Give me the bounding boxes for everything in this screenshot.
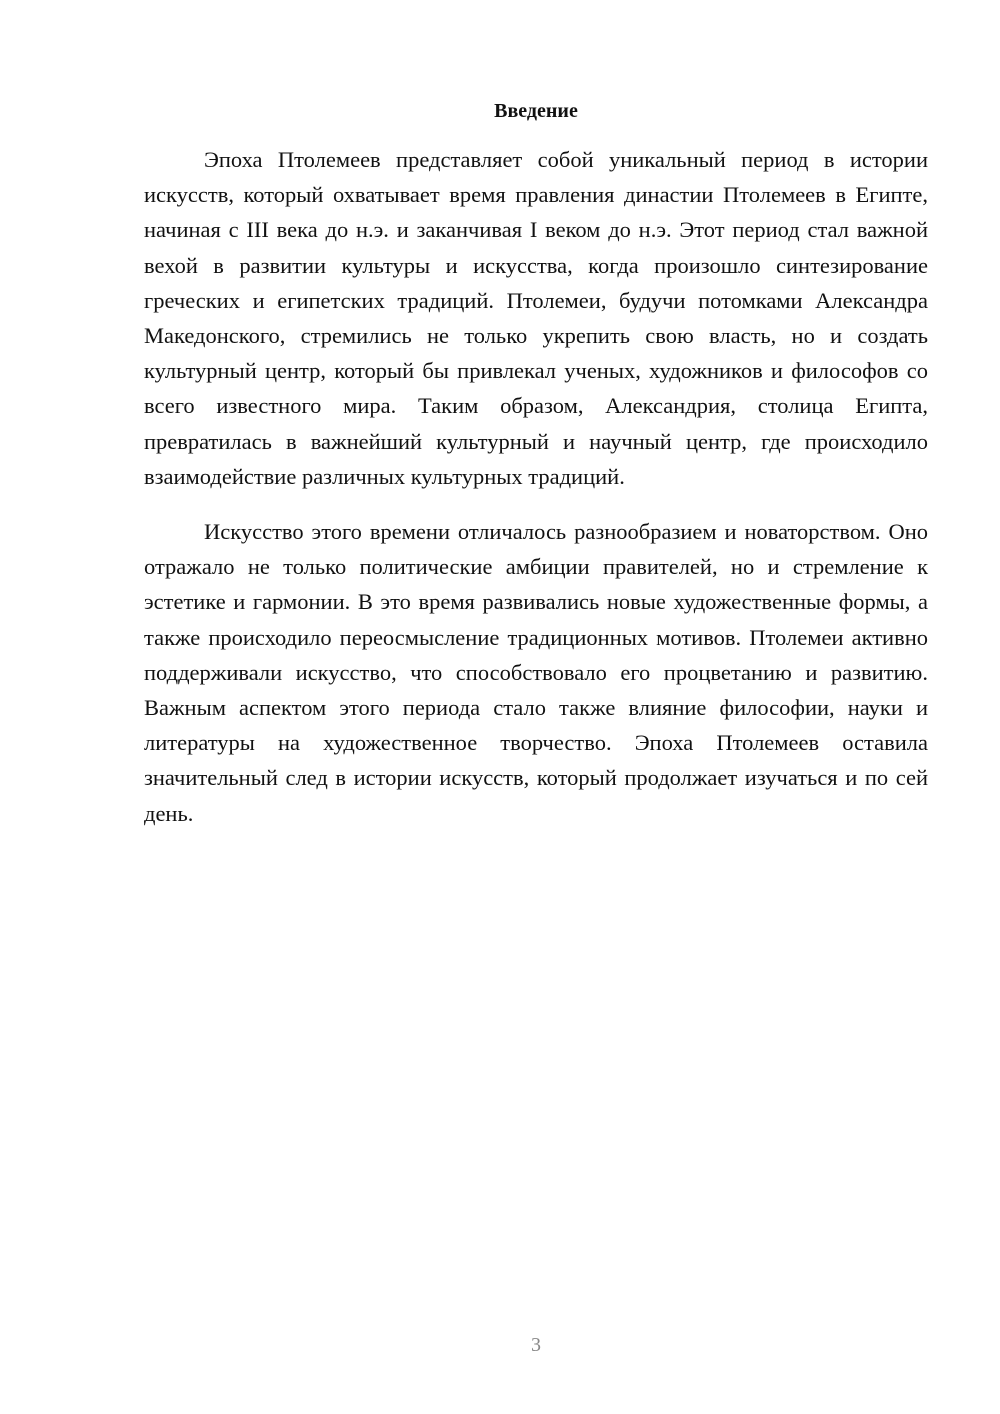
body-text bbox=[144, 142, 928, 831]
paragraph-2: Искусство этого времени отличалось разнообразием и новаторством. Оно отражало не только политические амбиции правителей, но и стремление к эстетике и гармонии. В это время развивались новые художественные формы, а также происходило переосмысление традиционных мотивов. Птолемеи активно поддерживали искусство, что способствовало его процветанию и развитию. Важным аспектом этого периода стало также влияние философии, науки и литературы на художественное творчество. Эпоха Птолемеев оставила значительный след в истории искусств, который продолжает изучаться и по сей день. bbox=[144, 519, 928, 826]
paragraph-1: Эпоха Птолемеев представляет собой уникальный период в истории искусств, который охватывает время правления династии Птолемеев в Египте, начиная с III века до н.э. и заканчивая I веком до н.э. Этот период стал важной вехой в развитии культуры и искусства, когда произошло синтезирование греческих и египетских традиций. Птолемеи, будучи потомками Александра Македонского, стремились не только укрепить свою власть, но и создать культурный центр, который бы привлекал ученых, художников и философов со всего известного мира. Таким образом, Александрия, столица Египта, превратилась в важнейший культурный и научный центр, где происходило взаимодействие различных культурных традиций. bbox=[144, 147, 928, 489]
section-title: Введение bbox=[494, 100, 578, 122]
page-number: 3 bbox=[531, 1334, 541, 1356]
